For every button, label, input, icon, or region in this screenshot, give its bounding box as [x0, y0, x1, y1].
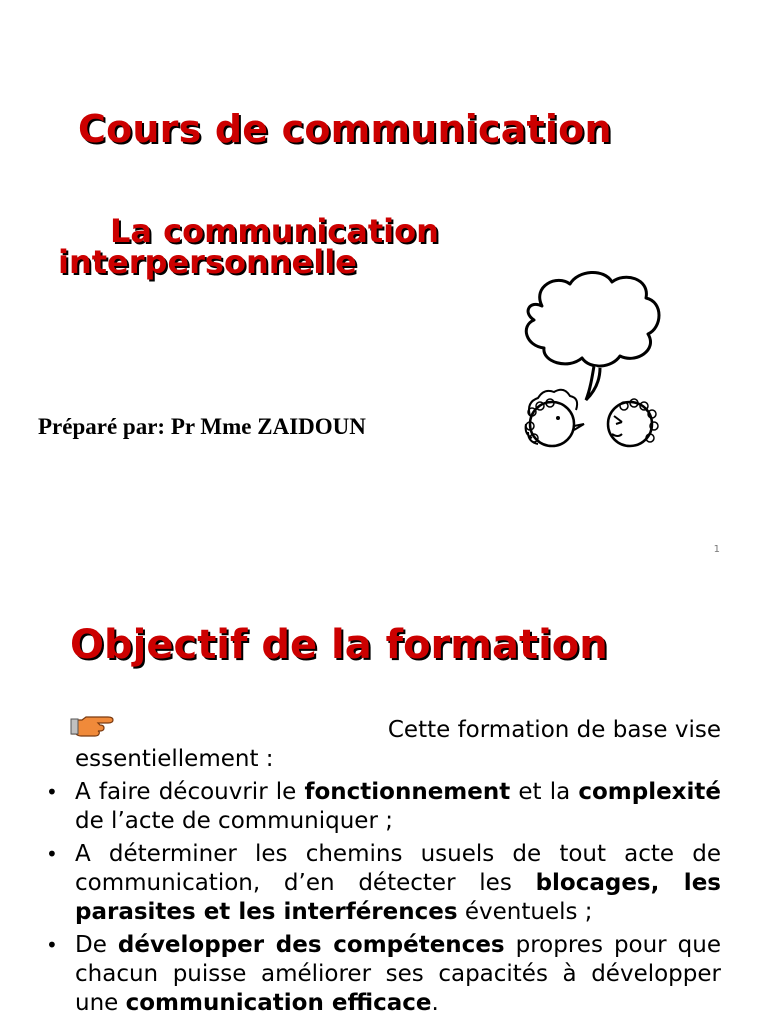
- bullet-marker: •: [46, 933, 58, 957]
- intro-line-1: Cette formation de base vise: [387, 717, 721, 743]
- intro-line-2: essentiellement :: [75, 746, 274, 772]
- slide-title: Objectif de la formation: [70, 622, 608, 668]
- bullet-marker: •: [46, 842, 58, 866]
- subtitle-line-2: interpersonnelle: [58, 243, 357, 281]
- bullet-list: [46, 778, 721, 1018]
- list-item: • A faire découvrir le fonctionnement et la complexité de l’acte de communiquer ;: [46, 779, 721, 834]
- slide-subtitle: [58, 212, 439, 281]
- right-face-icon: [608, 399, 658, 446]
- subtitle-line-1: La communication: [110, 212, 439, 250]
- bullet-marker: •: [46, 780, 58, 804]
- speech-bubble-faces-icon: [512, 266, 672, 456]
- slide-title: Cours de communication: [78, 107, 612, 151]
- pointing-hand-icon: [70, 714, 116, 738]
- list-item: • A déterminer les chemins usuels de tout acte de communication, d’en détecter les blocages, les parasites et les interférences éventuels ;: [46, 841, 721, 925]
- left-face-icon: [526, 390, 584, 446]
- list-item: • De développer des compétences propres pour que chacun puisse améliorer ses capacités à développer une communication efficace.: [46, 932, 721, 1016]
- slide-number: 1: [713, 544, 720, 555]
- author-line: Préparé par: Pr Mme ZAIDOUN: [38, 414, 366, 439]
- slide-body: [46, 716, 721, 1022]
- intro-paragraph: [46, 716, 721, 774]
